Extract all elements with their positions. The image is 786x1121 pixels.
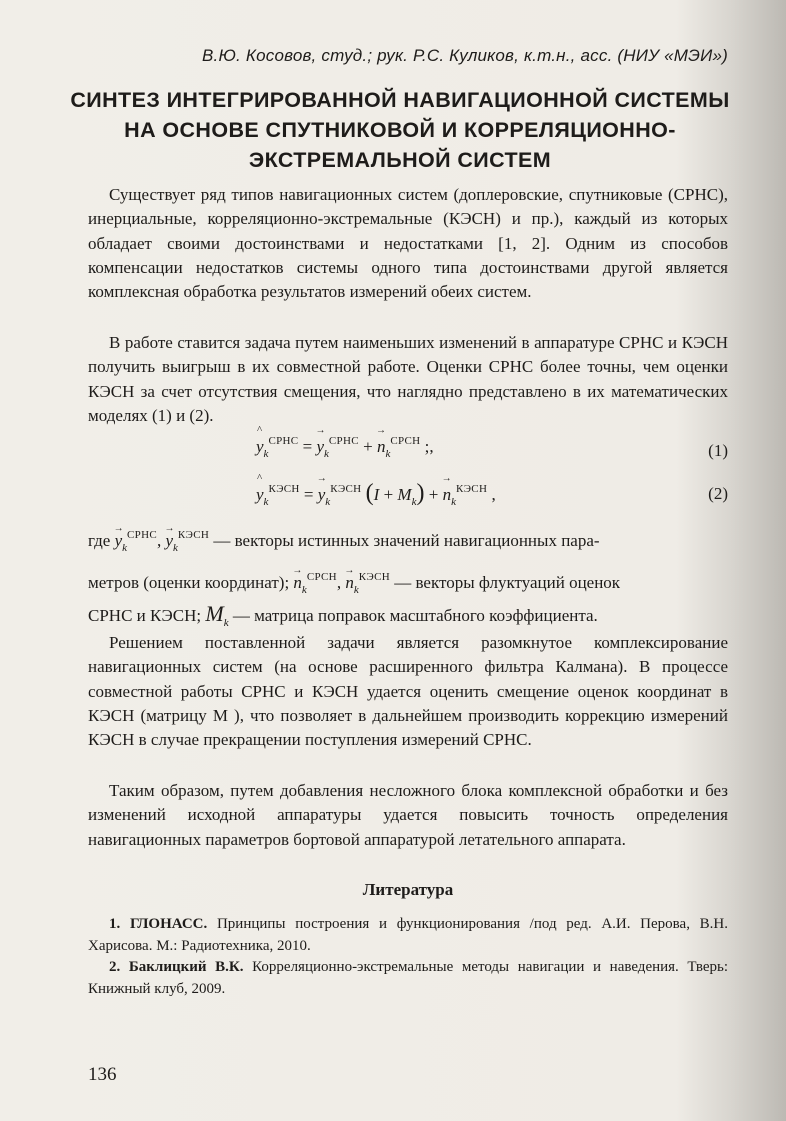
where-line-2: метров (оценки координат); → $n_k^{СРСН}$, → $n_k^{КЭСН}$ — векторы флуктуаций оценок [88,565,728,601]
reference-list [88,914,728,1000]
formula-2 [88,480,728,512]
paragraph-3: Решением поставленной задачи является разомкнутое комплексирование навигационных систем (на основе расширенного фильтра Калмана). В процессе совместной работы СРНС и КЭСН удается оценить смещение оценок координат в КЭСН (матрицу M ), что позволяет в дальнейшем производить коррекцию измерений КЭСН в случае прекращении поступления измерений СРНС. [88,633,728,750]
where-line-1: где → $y_k^{СРНС}$, → $y_k^{КЭСН}$ — векторы истинных значений навигационных пара- [88,523,728,559]
paragraph-1: Существует ряд типов навигационных систем (доплеровские, спутниковые (СРНС), инерциальные, корреляционно-экстремальные (КЭСН) и пр.), каждый из которых обладает своими достоинствами и недостатками [1, 2]. Одним из способов компенсации недостатков системы одного типа достоинствами другой является комплексная обработка результатов измерений обеих систем. [88,185,728,302]
reference-item: 1. ГЛОНАСС. Принципы построения и функционирования /под ред. А.И. Перова, В.Н. Харисова. М.: Радиотехника, 2010. [88,916,728,954]
where-line-3: СРНС и КЭСН; $M_k$ — матрица поправок масштабного коэффициента. [88,601,598,629]
formula-1-expression: ^ $y_k^{СРНС}$ = → $y_k^{СРНС}$ + → $n_k^{СРСН}$ ;, [256,437,434,457]
formula-1 [88,437,728,469]
paragraph-4: Таким образом, путем добавления несложного блока комплексной обработки и без изменений исходной аппаратуры удается повысить точность определения навигационных параметров бортовой аппаратурой летательного аппарата. [88,781,728,849]
literature-heading: Литература [362,880,454,899]
title-line-3: ЭКСТРЕМАЛЬНОЙ СИСТЕМ [248,148,552,172]
formula-1-number: (1) [708,441,728,460]
authors-line: В.Ю. Косовов, студ.; рук. Р.С. Куликов, к.т.н., асс. (НИУ «МЭИ») [202,46,728,65]
title-line-2: НА ОСНОВЕ СПУТНИКОВОЙ И КОРРЕЛЯЦИОННО- [124,118,676,142]
title-line-1: СИНТЕЗ ИНТЕГРИРОВАННОЙ НАВИГАЦИОННОЙ СИСТЕМЫ [70,88,730,112]
page-number: 136 [88,1064,117,1085]
formula-2-number: (2) [708,484,728,503]
paragraph-2: В работе ставится задача путем наименьших изменений в аппаратуре СРНС и КЭСН получить выигрыш в их совместной работе. Оценки СРНС более точны, чем оценки КЭСН за счет отсутствия смещения, что наглядно представлено в их математических моделях (1) и (2). [88,333,728,425]
formula-2-expression: ^ $y_k^{КЭСН}$ = → $y_k^{КЭСН}$ $(I + M_k)$ + → $n_k^{КЭСН}$ , [256,480,496,507]
paper-title [70,85,730,175]
reference-item: 2. Баклицкий В.К. Корреляционно-экстремальные методы навигации и наведения. Тверь: Книжный клуб, 2009. [88,959,728,997]
